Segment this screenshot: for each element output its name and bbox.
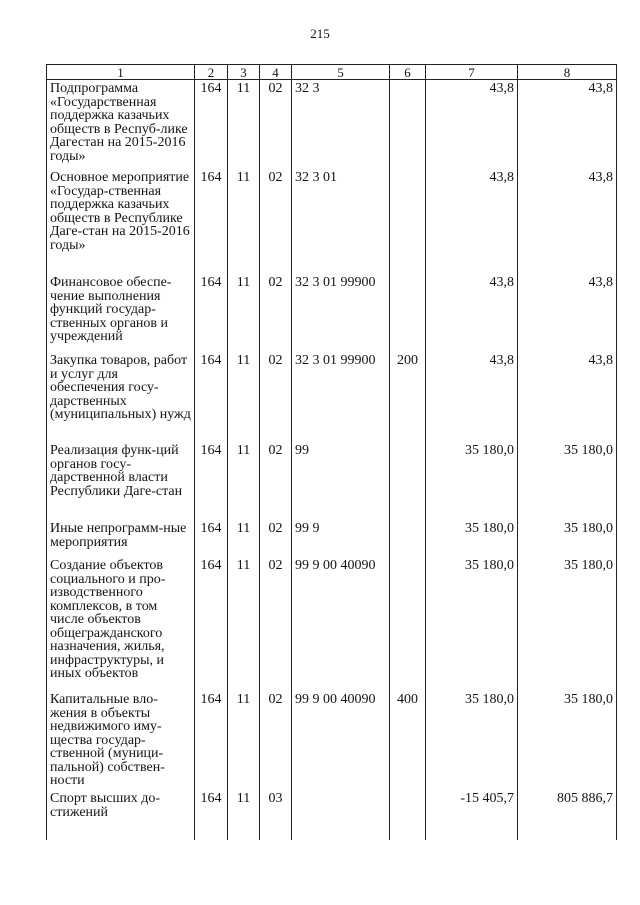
cell-target-code: 32 3 01 99900 bbox=[292, 352, 390, 442]
cell-subsection: 11 bbox=[228, 557, 260, 691]
cell-amount-8: 35 180,0 bbox=[518, 691, 617, 790]
cell-subsection: 11 bbox=[228, 352, 260, 442]
cell-expense-type bbox=[390, 274, 426, 352]
cell-expense-type: 200 bbox=[390, 352, 426, 442]
cell-item: 02 bbox=[260, 442, 292, 520]
cell-target-code: 99 9 00 40090 bbox=[292, 557, 390, 691]
cell-section: 164 bbox=[195, 790, 228, 840]
cell-amount-7: 43,8 bbox=[426, 352, 518, 442]
cell-amount-8: 35 180,0 bbox=[518, 557, 617, 691]
cell-section: 164 bbox=[195, 80, 228, 170]
cell-amount-7: 35 180,0 bbox=[426, 557, 518, 691]
cell-item: 02 bbox=[260, 557, 292, 691]
cell-section: 164 bbox=[195, 274, 228, 352]
cell-expense-type bbox=[390, 790, 426, 840]
cell-target-code: 99 9 00 40090 bbox=[292, 691, 390, 790]
cell-item: 02 bbox=[260, 80, 292, 170]
cell-section: 164 bbox=[195, 352, 228, 442]
page-number: 215 bbox=[310, 26, 330, 41]
cell-amount-7: 43,8 bbox=[426, 80, 518, 170]
row-name: Капитальные вло-жения в объекты недвижимого иму-щества государ-ственной (муници-пальной) собствен-ности bbox=[47, 691, 195, 790]
row-name: Создание объектов социального и про-изводственного комплексов, в том числе объектов общегражданского назначения, жилья, инфраструктуры, и иных объектов bbox=[47, 557, 195, 691]
cell-amount-8: 43,8 bbox=[518, 80, 617, 170]
cell-section: 164 bbox=[195, 442, 228, 520]
table-row bbox=[47, 80, 617, 170]
col-header-1: 1 bbox=[47, 65, 195, 80]
cell-target-code: 32 3 01 99900 bbox=[292, 274, 390, 352]
budget-table bbox=[46, 64, 617, 840]
row-name: Спорт высших до-стижений bbox=[47, 790, 195, 840]
table-row bbox=[47, 442, 617, 520]
cell-amount-8: 43,8 bbox=[518, 274, 617, 352]
cell-amount-7: 43,8 bbox=[426, 274, 518, 352]
cell-subsection: 11 bbox=[228, 442, 260, 520]
cell-item: 02 bbox=[260, 169, 292, 274]
cell-amount-8: 805 886,7 bbox=[518, 790, 617, 840]
cell-item: 02 bbox=[260, 274, 292, 352]
cell-section: 164 bbox=[195, 557, 228, 691]
table-row bbox=[47, 790, 617, 840]
cell-amount-7: 35 180,0 bbox=[426, 691, 518, 790]
cell-expense-type bbox=[390, 520, 426, 557]
cell-subsection: 11 bbox=[228, 169, 260, 274]
cell-item: 02 bbox=[260, 352, 292, 442]
cell-subsection: 11 bbox=[228, 790, 260, 840]
row-name: Реализация функ-ций органов госу-дарственной власти Республики Даге-стан bbox=[47, 442, 195, 520]
col-header-4: 4 bbox=[260, 65, 292, 80]
cell-amount-8: 35 180,0 bbox=[518, 442, 617, 520]
col-header-3: 3 bbox=[228, 65, 260, 80]
header-row bbox=[47, 65, 617, 80]
cell-subsection: 11 bbox=[228, 80, 260, 170]
table-row bbox=[47, 557, 617, 691]
cell-item: 02 bbox=[260, 520, 292, 557]
cell-expense-type bbox=[390, 557, 426, 691]
cell-amount-7: 35 180,0 bbox=[426, 442, 518, 520]
cell-amount-7: -15 405,7 bbox=[426, 790, 518, 840]
table-row bbox=[47, 520, 617, 557]
cell-section: 164 bbox=[195, 691, 228, 790]
cell-expense-type: 400 bbox=[390, 691, 426, 790]
col-header-7: 7 bbox=[426, 65, 518, 80]
col-header-5: 5 bbox=[292, 65, 390, 80]
cell-section: 164 bbox=[195, 169, 228, 274]
cell-item: 02 bbox=[260, 691, 292, 790]
col-header-2: 2 bbox=[195, 65, 228, 80]
cell-expense-type bbox=[390, 80, 426, 170]
cell-section: 164 bbox=[195, 520, 228, 557]
table-row bbox=[47, 691, 617, 790]
col-header-8: 8 bbox=[518, 65, 617, 80]
row-name: Основное мероприятие «Государ-ственная поддержка казачьих обществ в Республике Даге-стан на 2015-2016 годы» bbox=[47, 169, 195, 274]
cell-target-code: 32 3 bbox=[292, 80, 390, 170]
cell-expense-type bbox=[390, 169, 426, 274]
row-name: Финансовое обеспе-чение выполнения функций государ-ственных органов и учреждений bbox=[47, 274, 195, 352]
row-name: Подпрограмма «Государственная поддержка казачьих обществ в Респуб-лике Дагестан на 2015-2016 годы» bbox=[47, 80, 195, 170]
cell-amount-8: 43,8 bbox=[518, 352, 617, 442]
cell-amount-7: 35 180,0 bbox=[426, 520, 518, 557]
cell-target-code bbox=[292, 790, 390, 840]
table-row bbox=[47, 352, 617, 442]
col-header-6: 6 bbox=[390, 65, 426, 80]
cell-expense-type bbox=[390, 442, 426, 520]
table-row bbox=[47, 274, 617, 352]
cell-target-code: 99 9 bbox=[292, 520, 390, 557]
cell-target-code: 32 3 01 bbox=[292, 169, 390, 274]
cell-subsection: 11 bbox=[228, 520, 260, 557]
row-name: Иные непрограмм-ные мероприятия bbox=[47, 520, 195, 557]
cell-item: 03 bbox=[260, 790, 292, 840]
cell-amount-8: 35 180,0 bbox=[518, 520, 617, 557]
row-name: Закупка товаров, работ и услуг для обеспечения госу-дарственных (муниципальных) нужд bbox=[47, 352, 195, 442]
cell-subsection: 11 bbox=[228, 274, 260, 352]
cell-amount-8: 43,8 bbox=[518, 169, 617, 274]
cell-amount-7: 43,8 bbox=[426, 169, 518, 274]
cell-subsection: 11 bbox=[228, 691, 260, 790]
table-row bbox=[47, 169, 617, 274]
cell-target-code: 99 bbox=[292, 442, 390, 520]
